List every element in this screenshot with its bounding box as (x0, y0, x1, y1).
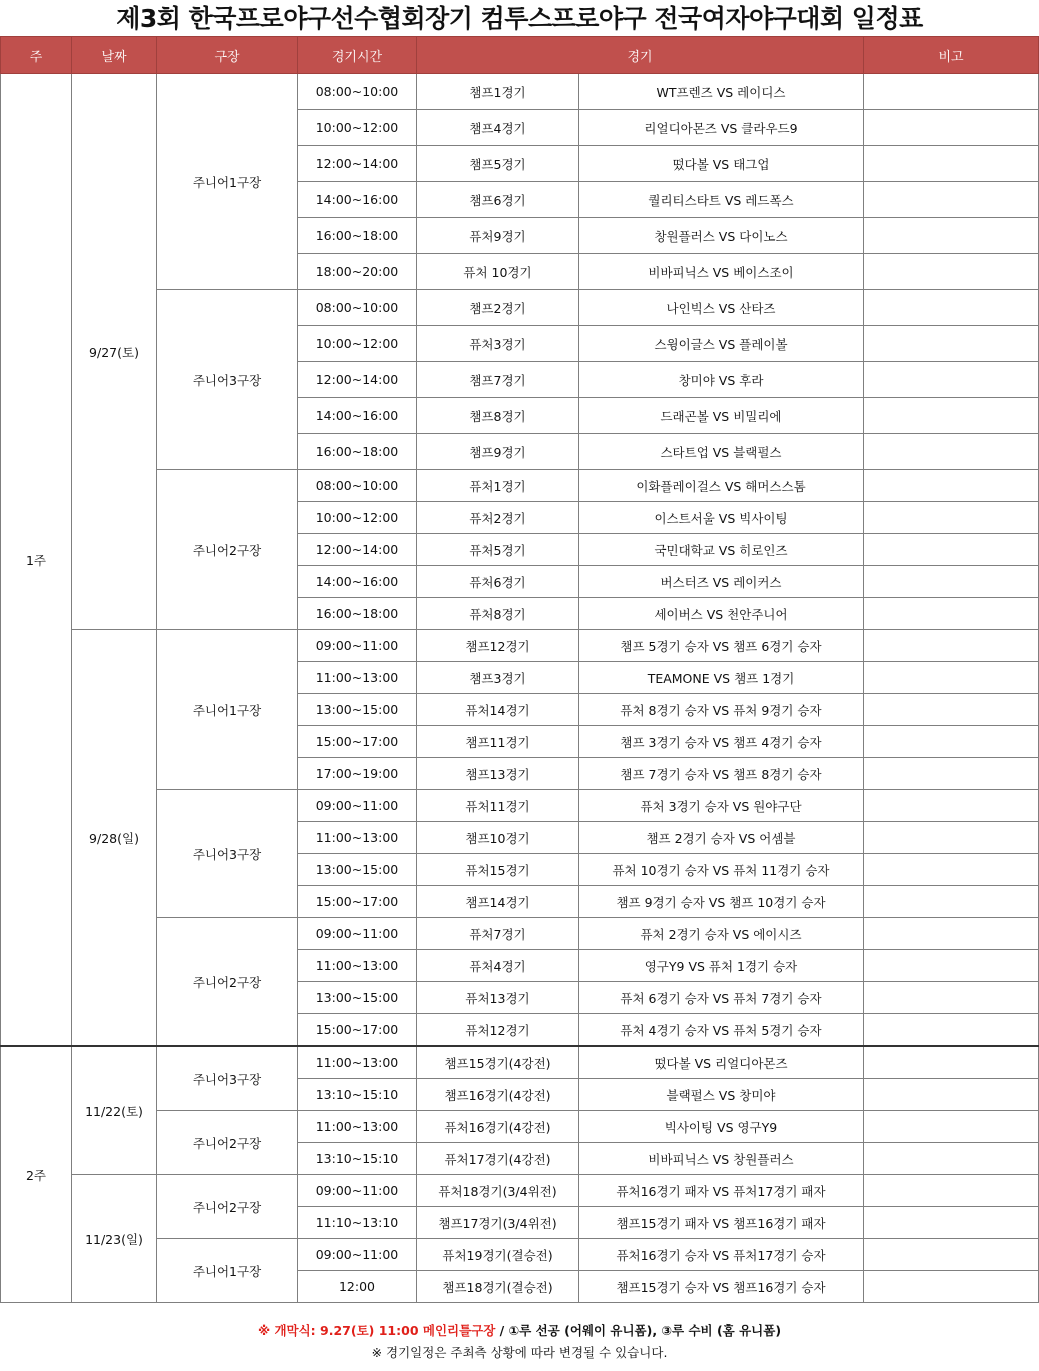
opening-ceremony-highlight: ※ 개막식: 9.27(토) 11:00 메인리틀구장 (257, 1323, 496, 1338)
time-cell: 15:00~17:00 (298, 1014, 417, 1047)
game-cell: 퓨처 10경기 (417, 254, 579, 290)
game-cell: 퓨처1경기 (417, 470, 579, 502)
game-cell: 챔프17경기(3/4위전) (417, 1207, 579, 1239)
game-cell: 챔프18경기(결승전) (417, 1271, 579, 1303)
note-cell (864, 254, 1039, 290)
note-cell (864, 598, 1039, 630)
matchup-cell: 퓨처 6경기 승자 VS 퓨처 7경기 승자 (579, 982, 864, 1014)
schedule-change-note: ※ 경기일정은 주최측 상황에 따라 변경될 수 있습니다. (371, 1345, 668, 1360)
schedule-body (1, 74, 1039, 1303)
game-cell: 퓨처14경기 (417, 694, 579, 726)
note-cell (864, 502, 1039, 534)
note-cell (864, 1239, 1039, 1271)
matchup-cell: 드래곤볼 VS 비밀리에 (579, 398, 864, 434)
note-cell (864, 758, 1039, 790)
header-date: 날짜 (72, 37, 157, 74)
note-cell (864, 1175, 1039, 1207)
matchup-cell: 퓨처 4경기 승자 VS 퓨처 5경기 승자 (579, 1014, 864, 1047)
time-cell: 08:00~10:00 (298, 290, 417, 326)
note-cell (864, 434, 1039, 470)
game-cell: 퓨처2경기 (417, 502, 579, 534)
game-cell: 퓨처3경기 (417, 326, 579, 362)
matchup-cell: 블랙펄스 VS 창미야 (579, 1079, 864, 1111)
game-cell: 퓨처9경기 (417, 218, 579, 254)
time-cell: 08:00~10:00 (298, 74, 417, 110)
game-cell: 챔프1경기 (417, 74, 579, 110)
note-cell (864, 182, 1039, 218)
time-cell: 18:00~20:00 (298, 254, 417, 290)
field-cell: 주니어1구장 (157, 74, 298, 290)
note-cell (864, 362, 1039, 398)
note-cell (864, 146, 1039, 182)
opening-ceremony-note (0, 1320, 1039, 1342)
header-match: 경기 (417, 37, 864, 74)
time-cell: 10:00~12:00 (298, 502, 417, 534)
note-cell (864, 290, 1039, 326)
time-cell: 10:00~12:00 (298, 110, 417, 146)
time-cell: 14:00~16:00 (298, 398, 417, 434)
matchup-cell: 챔프15경기 승자 VS 챔프16경기 승자 (579, 1271, 864, 1303)
time-cell: 11:00~13:00 (298, 822, 417, 854)
matchup-cell: 퓨처 2경기 승자 VS 에이시즈 (579, 918, 864, 950)
notes (0, 1320, 1039, 1364)
date-cell: 9/28(일) (72, 630, 157, 1047)
game-cell: 퓨처5경기 (417, 534, 579, 566)
schedule-table (0, 36, 1039, 1303)
time-cell: 13:00~15:00 (298, 982, 417, 1014)
matchup-cell: 퀄리티스타트 VS 레드폭스 (579, 182, 864, 218)
matchup-cell: 스타트업 VS 블랙펄스 (579, 434, 864, 470)
matchup-cell: 챔프 9경기 승자 VS 챔프 10경기 승자 (579, 886, 864, 918)
matchup-cell: 이화플레이걸스 VS 해머스스톰 (579, 470, 864, 502)
note-cell (864, 1111, 1039, 1143)
note-cell (864, 1079, 1039, 1111)
matchup-cell: 국민대학교 VS 히로인즈 (579, 534, 864, 566)
matchup-cell: TEAMONE VS 챔프 1경기 (579, 662, 864, 694)
time-cell: 09:00~11:00 (298, 630, 417, 662)
week-cell: 1주 (1, 74, 72, 1047)
note-cell (864, 326, 1039, 362)
game-cell: 퓨처4경기 (417, 950, 579, 982)
note-cell (864, 566, 1039, 598)
time-cell: 12:00~14:00 (298, 146, 417, 182)
note-cell (864, 218, 1039, 254)
matchup-cell: 리얼디아몬즈 VS 클라우드9 (579, 110, 864, 146)
time-cell: 14:00~16:00 (298, 182, 417, 218)
time-cell: 16:00~18:00 (298, 218, 417, 254)
page-title: 제3회 한국프로야구선수협회장기 컴투스프로야구 전국여자야구대회 일정표 (116, 4, 923, 33)
note-cell (864, 110, 1039, 146)
header-week: 주 (1, 37, 72, 74)
date-cell: 11/23(일) (72, 1175, 157, 1303)
note-cell (864, 886, 1039, 918)
time-cell: 11:10~13:10 (298, 1207, 417, 1239)
date-cell: 9/27(토) (72, 74, 157, 630)
field-cell: 주니어3구장 (157, 1046, 298, 1111)
matchup-cell: 챔프 3경기 승자 VS 챔프 4경기 승자 (579, 726, 864, 758)
note-cell (864, 790, 1039, 822)
time-cell: 13:10~15:10 (298, 1143, 417, 1175)
matchup-cell: 퓨처16경기 승자 VS 퓨처17경기 승자 (579, 1239, 864, 1271)
matchup-cell: 영구Y9 VS 퓨처 1경기 승자 (579, 950, 864, 982)
game-cell: 퓨처18경기(3/4위전) (417, 1175, 579, 1207)
note-cell (864, 1046, 1039, 1079)
matchup-cell: 챔프 5경기 승자 VS 챔프 6경기 승자 (579, 630, 864, 662)
time-cell: 12:00 (298, 1271, 417, 1303)
note-cell (864, 398, 1039, 434)
note-cell (864, 1271, 1039, 1303)
note-cell (864, 74, 1039, 110)
header-field: 구장 (157, 37, 298, 74)
opening-ceremony-detail: / ①루 선공 (어웨이 유니폼), ③루 수비 (홈 유니폼) (495, 1323, 782, 1338)
field-cell: 주니어2구장 (157, 1111, 298, 1175)
time-cell: 09:00~11:00 (298, 1239, 417, 1271)
game-cell: 챔프8경기 (417, 398, 579, 434)
matchup-cell: 떴다볼 VS 리얼디아몬즈 (579, 1046, 864, 1079)
matchup-cell: 퓨처 3경기 승자 VS 원야구단 (579, 790, 864, 822)
note-cell (864, 1014, 1039, 1047)
note-cell (864, 726, 1039, 758)
time-cell: 13:00~15:00 (298, 854, 417, 886)
game-cell: 퓨처7경기 (417, 918, 579, 950)
matchup-cell: 창원플러스 VS 다이노스 (579, 218, 864, 254)
table-row (1, 1175, 1039, 1207)
game-cell: 챔프3경기 (417, 662, 579, 694)
header-time: 경기시간 (298, 37, 417, 74)
date-cell: 11/22(토) (72, 1046, 157, 1175)
time-cell: 17:00~19:00 (298, 758, 417, 790)
matchup-cell: 빅사이팅 VS 영구Y9 (579, 1111, 864, 1143)
time-cell: 09:00~11:00 (298, 790, 417, 822)
table-row (1, 1239, 1039, 1271)
matchup-cell: 창미야 VS 후라 (579, 362, 864, 398)
game-cell: 챔프5경기 (417, 146, 579, 182)
game-cell: 퓨처11경기 (417, 790, 579, 822)
game-cell: 퓨처16경기(4강전) (417, 1111, 579, 1143)
time-cell: 11:00~13:00 (298, 1111, 417, 1143)
note-cell (864, 950, 1039, 982)
time-cell: 12:00~14:00 (298, 362, 417, 398)
time-cell: 15:00~17:00 (298, 726, 417, 758)
table-row (1, 290, 1039, 326)
note-cell (864, 1143, 1039, 1175)
note-cell (864, 470, 1039, 502)
game-cell: 챔프2경기 (417, 290, 579, 326)
game-cell: 챔프6경기 (417, 182, 579, 218)
time-cell: 11:00~13:00 (298, 1046, 417, 1079)
matchup-cell: 나인빅스 VS 산타즈 (579, 290, 864, 326)
time-cell: 11:00~13:00 (298, 950, 417, 982)
matchup-cell: 챔프15경기 패자 VS 챔프16경기 패자 (579, 1207, 864, 1239)
week-cell: 2주 (1, 1046, 72, 1303)
header-row (1, 37, 1039, 74)
note-cell (864, 534, 1039, 566)
matchup-cell: 스윙이글스 VS 플레이볼 (579, 326, 864, 362)
table-row (1, 74, 1039, 110)
matchup-cell: 챔프 7경기 승자 VS 챔프 8경기 승자 (579, 758, 864, 790)
game-cell: 퓨처6경기 (417, 566, 579, 598)
game-cell: 챔프9경기 (417, 434, 579, 470)
field-cell: 주니어2구장 (157, 1175, 298, 1239)
field-cell: 주니어2구장 (157, 918, 298, 1047)
time-cell: 13:10~15:10 (298, 1079, 417, 1111)
note-cell (864, 854, 1039, 886)
note-cell (864, 822, 1039, 854)
time-cell: 09:00~11:00 (298, 1175, 417, 1207)
note-cell (864, 982, 1039, 1014)
time-cell: 08:00~10:00 (298, 470, 417, 502)
matchup-cell: 퓨처 10경기 승자 VS 퓨처 11경기 승자 (579, 854, 864, 886)
matchup-cell: 비바피닉스 VS 창원플러스 (579, 1143, 864, 1175)
time-cell: 12:00~14:00 (298, 534, 417, 566)
game-cell: 챔프15경기(4강전) (417, 1046, 579, 1079)
field-cell: 주니어3구장 (157, 290, 298, 470)
matchup-cell: 비바피닉스 VS 베이스조이 (579, 254, 864, 290)
matchup-cell: 이스트서울 VS 빅사이팅 (579, 502, 864, 534)
note-cell (864, 918, 1039, 950)
game-cell: 퓨처13경기 (417, 982, 579, 1014)
matchup-cell: 챔프 2경기 승자 VS 어셈블 (579, 822, 864, 854)
matchup-cell: 세이버스 VS 천안주니어 (579, 598, 864, 630)
time-cell: 15:00~17:00 (298, 886, 417, 918)
table-row (1, 1111, 1039, 1143)
game-cell: 퓨처15경기 (417, 854, 579, 886)
field-cell: 주니어1구장 (157, 630, 298, 790)
matchup-cell: WT프렌즈 VS 레이디스 (579, 74, 864, 110)
game-cell: 챔프14경기 (417, 886, 579, 918)
field-cell: 주니어1구장 (157, 1239, 298, 1303)
table-row (1, 790, 1039, 822)
time-cell: 11:00~13:00 (298, 662, 417, 694)
table-row (1, 1046, 1039, 1079)
note-cell (864, 662, 1039, 694)
table-row (1, 918, 1039, 950)
game-cell: 챔프7경기 (417, 362, 579, 398)
time-cell: 14:00~16:00 (298, 566, 417, 598)
game-cell: 챔프4경기 (417, 110, 579, 146)
game-cell: 챔프10경기 (417, 822, 579, 854)
field-cell: 주니어2구장 (157, 470, 298, 630)
time-cell: 09:00~11:00 (298, 918, 417, 950)
time-cell: 16:00~18:00 (298, 598, 417, 630)
header-note: 비고 (864, 37, 1039, 74)
game-cell: 챔프13경기 (417, 758, 579, 790)
matchup-cell: 퓨처16경기 패자 VS 퓨처17경기 패자 (579, 1175, 864, 1207)
table-row (1, 630, 1039, 662)
matchup-cell: 퓨처 8경기 승자 VS 퓨처 9경기 승자 (579, 694, 864, 726)
time-cell: 13:00~15:00 (298, 694, 417, 726)
table-row (1, 470, 1039, 502)
game-cell: 챔프11경기 (417, 726, 579, 758)
note-cell (864, 630, 1039, 662)
matchup-cell: 버스터즈 VS 레이커스 (579, 566, 864, 598)
field-cell: 주니어3구장 (157, 790, 298, 918)
game-cell: 챔프12경기 (417, 630, 579, 662)
time-cell: 16:00~18:00 (298, 434, 417, 470)
note-cell (864, 1207, 1039, 1239)
matchup-cell: 떴다볼 VS 태그업 (579, 146, 864, 182)
time-cell: 10:00~12:00 (298, 326, 417, 362)
game-cell: 챔프16경기(4강전) (417, 1079, 579, 1111)
note-cell (864, 694, 1039, 726)
game-cell: 퓨처8경기 (417, 598, 579, 630)
game-cell: 퓨처12경기 (417, 1014, 579, 1047)
game-cell: 퓨처17경기(4강전) (417, 1143, 579, 1175)
game-cell: 퓨처19경기(결승전) (417, 1239, 579, 1271)
